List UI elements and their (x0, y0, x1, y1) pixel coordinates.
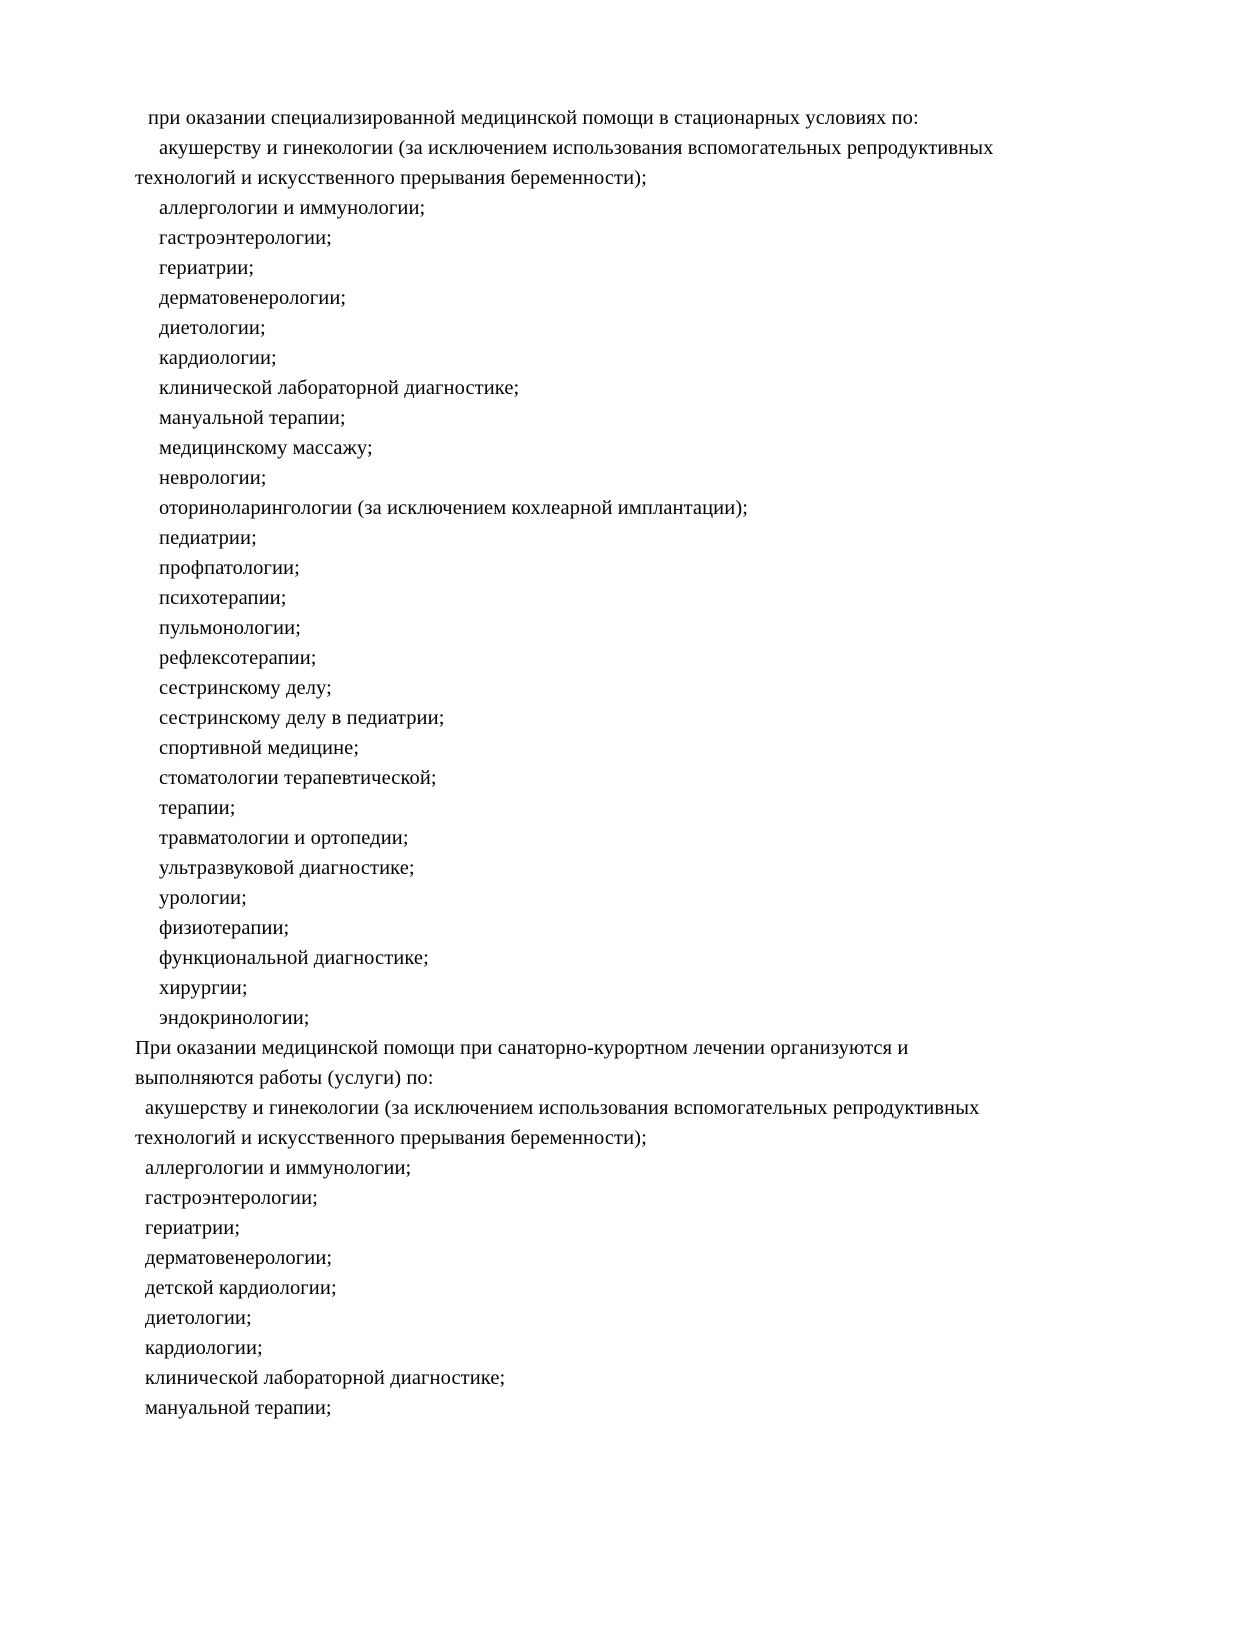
document-line: гериатрии; (145, 1217, 241, 1239)
document-line: диетологии; (145, 1307, 252, 1329)
document-line: спортивной медицине; (159, 737, 360, 759)
document-line: педиатрии; (159, 527, 257, 549)
document-line: аллергологии и иммунологии; (159, 197, 426, 219)
document-line: при оказании специализированной медицинской помощи в стационарных условиях по: (148, 107, 919, 129)
document-line: психотерапии; (159, 587, 287, 609)
document-line: сестринскому делу в педиатрии; (159, 707, 445, 729)
document-line: ультразвуковой диагностике; (159, 857, 415, 879)
document-line: неврологии; (159, 467, 267, 489)
document-line: При оказании медицинской помощи при санаторно-курортном лечении организуются и (135, 1037, 909, 1059)
document-line: клинической лабораторной диагностике; (159, 377, 520, 399)
document-line: рефлексотерапии; (159, 647, 317, 669)
document-line: технологий и искусственного прерывания беременности); (135, 1127, 647, 1149)
document-line: оториноларингологии (за исключением кохлеарной имплантации); (159, 497, 749, 519)
document-line: кардиологии; (159, 347, 277, 369)
document-line: диетологии; (159, 317, 266, 339)
document-content (135, 103, 1135, 1423)
document-line: физиотерапии; (159, 917, 290, 939)
document-line: стоматологии терапевтической; (159, 767, 437, 789)
document-line: медицинскому массажу; (159, 437, 373, 459)
document-line: мануальной терапии; (159, 407, 346, 429)
document-line: сестринскому делу; (159, 677, 332, 699)
document-line: акушерству и гинекологии (за исключением использования вспомогательных репродуктивных (159, 137, 994, 159)
document-line: гастроэнтерологии; (145, 1187, 318, 1209)
document-line: травматологии и ортопедии; (159, 827, 409, 849)
document-line: терапии; (159, 797, 236, 819)
document-line: клинической лабораторной диагностике; (145, 1367, 506, 1389)
document-line: урологии; (159, 887, 247, 909)
document-line: функциональной диагностике; (159, 947, 429, 969)
document-line: дерматовенерологии; (145, 1247, 333, 1269)
document-line: гериатрии; (159, 257, 255, 279)
document-line: хирургии; (159, 977, 248, 999)
document-line: эндокринологии; (159, 1007, 310, 1029)
document-line: профпатологии; (159, 557, 300, 579)
document-line: акушерству и гинекологии (за исключением использования вспомогательных репродуктивных (145, 1097, 980, 1119)
document-line: мануальной терапии; (145, 1397, 332, 1419)
document-line: кардиологии; (145, 1337, 263, 1359)
document-line: детской кардиологии; (145, 1277, 337, 1299)
document-line: дерматовенерологии; (159, 287, 347, 309)
document-line: аллергологии и иммунологии; (145, 1157, 412, 1179)
document-line: выполняются работы (услуги) по: (135, 1067, 434, 1089)
document-line: пульмонологии; (159, 617, 301, 639)
document-line: технологий и искусственного прерывания беременности); (135, 167, 647, 189)
document-line: гастроэнтерологии; (159, 227, 332, 249)
